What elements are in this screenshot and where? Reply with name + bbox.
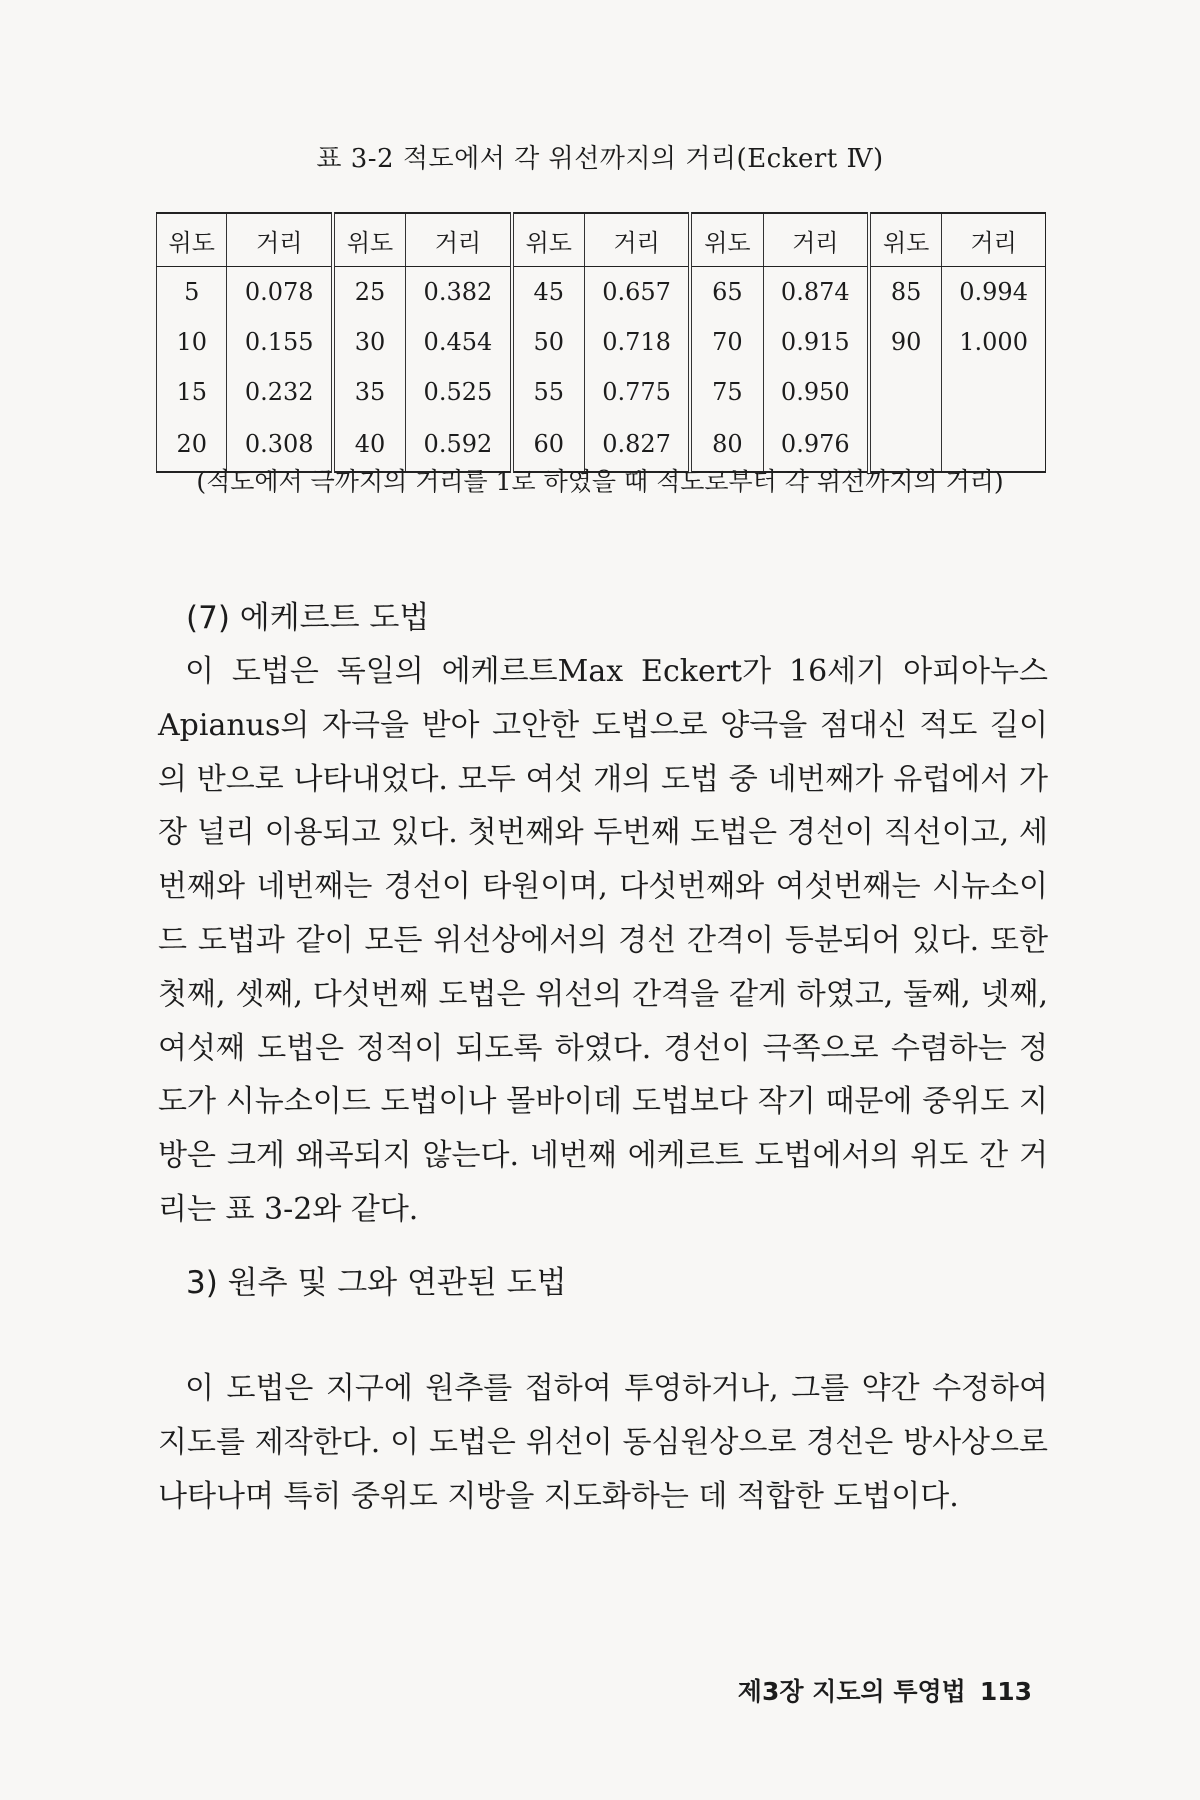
table-cell: 50 bbox=[512, 317, 585, 367]
header-cell: 거리 bbox=[406, 213, 512, 267]
table-row bbox=[157, 367, 1046, 417]
table-cell: 20 bbox=[157, 417, 227, 472]
page-number: 113 bbox=[979, 1677, 1032, 1706]
table-cell: 75 bbox=[690, 367, 763, 417]
eckert-paragraph: 이 도법은 독일의 에케르트Max Eckert가 16세기 아피아누스Apianus의 자극을 받아 고안한 도법으로 양극을 점대신 적도 길이의 반으로 나타내었다. 모두 여섯 개의 도법 중 네번째가 유럽에서 가장 널리 이용되고 있다. 첫번째와 두번째 도법은 경선이 직선이고, 세번째와 네번째는 경선이 타원이며, 다섯번째와 여섯번째는 시뉴소이드 도법과 같이 모든 위선상에서의 경선 간격이 등분되어 있다. 또한 첫째, 셋째, 다섯번째 도법은 위선의 간격을 같게 하였고, 둘째, 넷째, 여섯째 도법은 정적이 되도록 하였다. 경선이 극쪽으로 수렴하는 정도가 시뉴소이드 도법이나 몰바이데 도법보다 작기 때문에 중위도 지방은 크게 왜곡되지 않는다. 네번째 에케르트 도법에서의 위도 간 거리는 표 3-2와 같다. bbox=[158, 654, 1048, 1227]
table-cell: 25 bbox=[333, 267, 406, 318]
chapter-title: 제3장 지도의 투영법 bbox=[737, 1677, 966, 1706]
table-cell bbox=[942, 367, 1046, 417]
header-cell: 위도 bbox=[333, 213, 406, 267]
page-footer bbox=[738, 1672, 1032, 1708]
table-cell: 55 bbox=[512, 367, 585, 417]
header-cell: 위도 bbox=[869, 213, 942, 267]
table-cell: 0.827 bbox=[584, 417, 690, 472]
table-cell: 0.155 bbox=[227, 317, 333, 367]
table-cell: 0.976 bbox=[763, 417, 869, 472]
table-cell: 0.915 bbox=[763, 317, 869, 367]
table-cell: 0.874 bbox=[763, 267, 869, 318]
table-cell: 0.775 bbox=[584, 367, 690, 417]
table-cell: 45 bbox=[512, 267, 585, 318]
table-cell bbox=[869, 367, 942, 417]
table-cell: 10 bbox=[157, 317, 227, 367]
table-cell: 0.994 bbox=[942, 267, 1046, 318]
table-row bbox=[157, 267, 1046, 318]
table-cell: 0.950 bbox=[763, 367, 869, 417]
table-cell: 0.078 bbox=[227, 267, 333, 318]
header-cell: 위도 bbox=[690, 213, 763, 267]
table-cell: 70 bbox=[690, 317, 763, 367]
table-cell: 0.382 bbox=[406, 267, 512, 318]
table-cell: 0.308 bbox=[227, 417, 333, 472]
table-cell: 5 bbox=[157, 267, 227, 318]
section-heading-conic: 3) 원추 및 그와 연관된 도법 bbox=[186, 1265, 567, 1301]
table-header-row bbox=[157, 213, 1046, 267]
table-note: (적도에서 극까지의 거리를 1로 하였을 때 적도로부터 각 위선까지의 거리) bbox=[196, 467, 1004, 496]
conic-paragraph: 이 도법은 지구에 원추를 접하여 투영하거나, 그를 약간 수정하여 지도를 제작한다. 이 도법은 위선이 동심원상으로 경선은 방사상으로 나타나며 특히 중위도 지방을 지도화하는 데 적합한 도법이다. bbox=[158, 1371, 1048, 1514]
table-cell: 0.718 bbox=[584, 317, 690, 367]
header-cell: 거리 bbox=[227, 213, 333, 267]
table-cell: 0.525 bbox=[406, 367, 512, 417]
table-cell: 65 bbox=[690, 267, 763, 318]
table-cell: 85 bbox=[869, 267, 942, 318]
table-row bbox=[157, 317, 1046, 367]
table-cell: 0.454 bbox=[406, 317, 512, 367]
header-cell: 위도 bbox=[512, 213, 585, 267]
table-cell: 1.000 bbox=[942, 317, 1046, 367]
table-cell: 15 bbox=[157, 367, 227, 417]
table-cell: 40 bbox=[333, 417, 406, 472]
section-heading-eckert: (7) 에케르트 도법 bbox=[186, 600, 430, 636]
table-caption: 표 3-2 적도에서 각 위선까지의 거리(Eckert Ⅳ) bbox=[316, 144, 884, 174]
header-cell: 위도 bbox=[157, 213, 227, 267]
table-cell: 90 bbox=[869, 317, 942, 367]
header-cell: 거리 bbox=[763, 213, 869, 267]
table-cell: 80 bbox=[690, 417, 763, 472]
table-cell: 0.592 bbox=[406, 417, 512, 472]
table-cell: 0.657 bbox=[584, 267, 690, 318]
table-cell: 0.232 bbox=[227, 367, 333, 417]
table-cell: 30 bbox=[333, 317, 406, 367]
table-cell: 60 bbox=[512, 417, 585, 472]
header-cell: 거리 bbox=[942, 213, 1046, 267]
header-cell: 거리 bbox=[584, 213, 690, 267]
table-cell: 35 bbox=[333, 367, 406, 417]
latitude-distance-table bbox=[156, 212, 1046, 473]
